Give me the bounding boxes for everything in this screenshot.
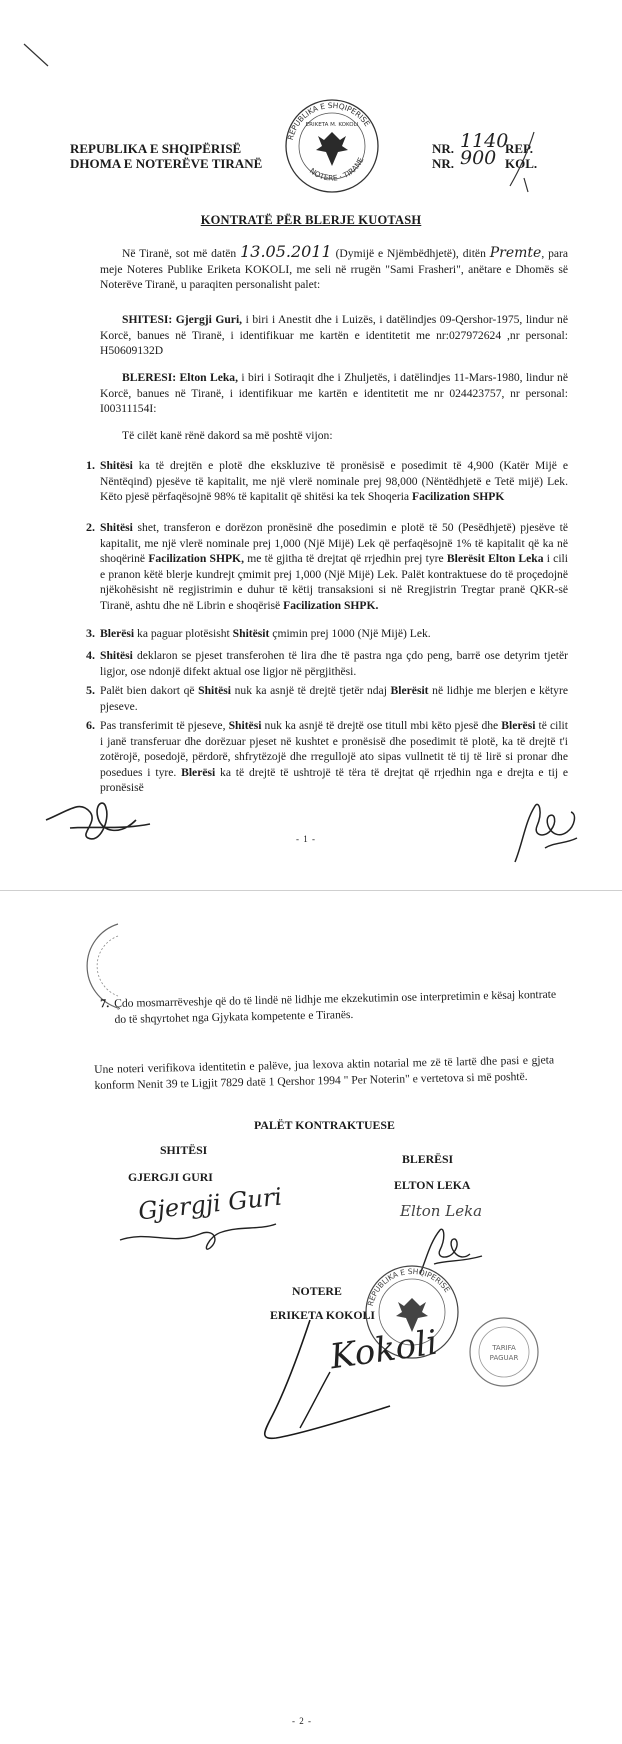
- clause-bold: Shitësi: [100, 649, 133, 662]
- clause-bold: Facilization SHPK,: [148, 552, 244, 566]
- clause-bold: Blerësit Elton Leka: [446, 552, 544, 566]
- handwritten-date: 13.05.2011: [240, 242, 332, 261]
- clause-text: nuk ka asnjë të drejtë ose titull mbi këto pjesë dhe: [264, 719, 499, 732]
- intro-text: (Dymijë e Njëmbëdhjetë),: [335, 247, 459, 260]
- clause-number: 7.: [100, 996, 110, 1011]
- clause-bold: Shitësi: [100, 459, 133, 472]
- seller-paragraph: [100, 312, 568, 359]
- clause-number: 6.: [86, 718, 95, 732]
- notary-stamp-icon: [280, 96, 384, 196]
- seller-signature-flourish-icon: [110, 1190, 280, 1260]
- seller-name: GJERGJI GURI: [128, 1170, 213, 1184]
- contract-page-2: [0, 890, 622, 1744]
- svg-text:PAGUAR: PAGUAR: [489, 1354, 519, 1362]
- seller-label: SHITESI:: [122, 313, 173, 326]
- buyer-label: BLERËSI: [402, 1152, 454, 1166]
- notary-verification: Une noteri verifikova identitetin e palëve, jua lexova aktin notarial me zë të lartë dhe pasi e gjeta konform Nenit 39 te Ligjit 7829 datë 1 Qershor 1994 " Per Noterin" e vertetova si më poshtë.: [94, 1053, 555, 1092]
- seller-name: Gjergji Guri,: [175, 313, 243, 326]
- clause-text: shet, transferon e dorëzon pronësinë dhe posedimin e plotë të 50 (Pesëdhjetë) pjesëve të kapitalit, me një vlerë nominale prej 1,000 (Një Mijë) Lek që perfaqësojnë 1% të kapitalit që ka në shoqërinë: [100, 521, 569, 566]
- clause-bold: Facilization SHPK.: [283, 598, 379, 612]
- page-number-2: - 2 -: [292, 1716, 312, 1726]
- clause-bold: Blerësi: [100, 627, 135, 640]
- clause-text: ka paguar plotësisht: [137, 627, 230, 640]
- intro-text: ditën: [462, 247, 486, 260]
- svg-text:REPUBLIKA E SHQIPERISE: REPUBLIKA E SHQIPERISE: [285, 100, 372, 142]
- buyer-label: BLERESI:: [122, 371, 177, 384]
- svg-text:ERIKETA M. KOKOLI: ERIKETA M. KOKOLI: [305, 122, 359, 128]
- clause-number: 2.: [86, 520, 95, 534]
- header-republic: REPUBLIKA E SHQIPËRISË: [70, 141, 242, 156]
- clause-text: ka të drejtë të ushtrojë të tëra të drejtat që rrjedhin nga e drejta e tij e pronësisë: [100, 765, 568, 795]
- clause-text: të cilit i janë transferuar dhe dorëzuar pjeset në kushtet e pronësisë dhe posedimit të plotë, ka të drejtë t'i zotërojë, posedojë, përdorë, shfrytëzojë dhe rregullojë ato sipas vullnetit të tij të lirë si pronar dhe posedues i tyre.: [100, 719, 568, 779]
- seller-signature: Gjergji Guri: [136, 1182, 284, 1226]
- buyer-details: i biri i Sotiraqit dhe i Zhuljetës, i datëlindjes 11-Mars-1980, lindur në Korcë, banues në Tiranë, i identifikuar me kartën e identitetit me nr 024423757, nr personal: I00311154I:: [100, 371, 568, 416]
- clause-text: në lidhje me blerjen e këtyre pjeseve.: [100, 684, 568, 713]
- clause-bold: Shitësi: [228, 719, 262, 732]
- clause-bold: Blerësit: [390, 684, 429, 697]
- clause-text: çmimin prej 1000 (Një Mijë) Lek.: [272, 627, 431, 640]
- buyer-signature-p1-icon: [505, 792, 585, 870]
- svg-text:NOTERE · TIRANE: NOTERE · TIRANE: [307, 156, 366, 183]
- kol-label: NR.: [432, 156, 455, 171]
- clause-text: me të gjitha të drejtat që rrjedhin prej tyre: [247, 552, 444, 566]
- clause-bold: Blerësi: [181, 765, 216, 779]
- rep-underline-icon: [480, 128, 540, 200]
- agreed-line: Të cilët kanë rënë dakord sa më poshtë vijon:: [122, 429, 333, 442]
- clause-number: 1.: [86, 458, 95, 472]
- seller-label: SHITËSI: [160, 1143, 208, 1157]
- clause-text: deklaron se pjeset transferohen të lira dhe të pastra nga çdo peng, barrë ose detyrim tjetër ligjor, ose ndonjë difekt aktual ose ligjor në përgjithësi.: [100, 649, 569, 678]
- notary-name: ERIKETA KOKOLI: [270, 1308, 375, 1322]
- notary-label: NOTERE: [292, 1284, 342, 1298]
- clause-text: nuk ka asnjë të drejtë tjetër ndaj: [234, 684, 387, 697]
- clause-text: i cili e pranon këtë blerje kundrejt çmimit prej 1,000 (Një Mijë) Lek. Palët kontraktuese do të proçedojnë njëkohësisht në regjistrimin e duhur të këtij transaksioni si në Rregjistrin Tregtar pranë QKR-së Tiranë, ashtu dhe në Librin e shoqërisë: [100, 552, 568, 612]
- header-chamber: DHOMA E NOTERËVE TIRANË: [70, 156, 263, 171]
- clause-2: [86, 520, 569, 614]
- contract-page-1: [0, 0, 622, 865]
- rep-number: 1140: [460, 130, 509, 152]
- notary-signature-flourish-icon: [240, 1310, 440, 1450]
- clause-bold: Blerësi: [501, 719, 536, 732]
- clause-5: [86, 683, 568, 714]
- seller-signature-p1-icon: [40, 790, 160, 850]
- clause-3: [86, 626, 568, 642]
- page-edge: [0, 890, 622, 891]
- intro-paragraph: [100, 244, 568, 293]
- seller-details: i biri i Anestit dhe i Luizës, i datëlindjes 09-Qershor-1975, lindur në Korcë, banues në Tiranë, i identifikuar me kartën e identitetit me nr:027972624 ,nr personal: H50609132D: [100, 313, 568, 358]
- buyer-paragraph: [100, 370, 568, 417]
- page-number-1: - 1 -: [296, 834, 316, 844]
- clause-text: ka të drejtën e plotë dhe ekskluzive të pronësisë e posedimit të 4,900 (Katër Mijë e Nëntëqind) pjesëve të kapitalit, me një vlerë nominale prej 98,000 (Nëntëdhjetë e Tetë mijë) Lek. Këto pjesë përfaqësojnë 98% të kapitalit që shitësi ka tek Shoqeria: [100, 459, 568, 504]
- clause-4: [86, 648, 569, 679]
- clause-text: Palët bien dakort që: [100, 684, 195, 697]
- buyer-name: ELTON LEKA: [394, 1178, 471, 1192]
- clause-text: Pas transferimit të pjeseve,: [100, 719, 226, 732]
- clause-number: 3.: [86, 626, 95, 640]
- handwritten-day: Premte: [489, 245, 542, 261]
- svg-text:REPUBLIKA E SHQIPERISE: REPUBLIKA E SHQIPERISE: [365, 1266, 452, 1308]
- clause-bold: Facilization SHPK: [411, 490, 505, 504]
- clause-bold: Shitësi: [100, 521, 133, 534]
- rep-label: NR.: [432, 141, 455, 156]
- clause-bold: Shitësi: [198, 684, 231, 697]
- rep-suffix: REP.: [505, 141, 534, 156]
- clause-number: 5.: [86, 683, 95, 697]
- clause-6: [86, 718, 568, 796]
- kol-number: 900: [460, 147, 497, 169]
- contract-title: KONTRATË PËR BLERJE KUOTASH: [200, 213, 422, 227]
- clause-7: [100, 987, 557, 1027]
- intro-text: , para meje Noteres Publike Eriketa KOKOLI, me seli në rrugën "Sami Frasheri", anëtare e Dhomës së Noterëve Tiranë, u paraqiten personalisht palet:: [100, 247, 569, 292]
- parties-title: PALËT KONTRAKTUESE: [254, 1118, 395, 1132]
- paid-stamp-icon: [466, 1314, 542, 1390]
- buyer-name: Elton Leka,: [179, 371, 238, 384]
- clause-number: 4.: [86, 648, 95, 662]
- notary-signature: Kokoli: [327, 1322, 441, 1378]
- svg-text:TARIFA: TARIFA: [492, 1344, 516, 1352]
- pen-mark-icon: [22, 40, 52, 70]
- intro-text: Në Tiranë, sot më datën: [122, 247, 237, 260]
- clause-text: Çdo mosmarrëveshje që do të lindë në lidhje me ekzekutimin ose interpretimin e kësaj kontrate do të shqyrtohet nga Gjykata kompetente e Tiranës.: [114, 987, 557, 1026]
- clause-bold: Shitësit: [232, 627, 270, 640]
- clause-1: [86, 458, 568, 505]
- kol-suffix: KOL.: [505, 156, 538, 171]
- buyer-signature: Elton Leka: [400, 1202, 483, 1220]
